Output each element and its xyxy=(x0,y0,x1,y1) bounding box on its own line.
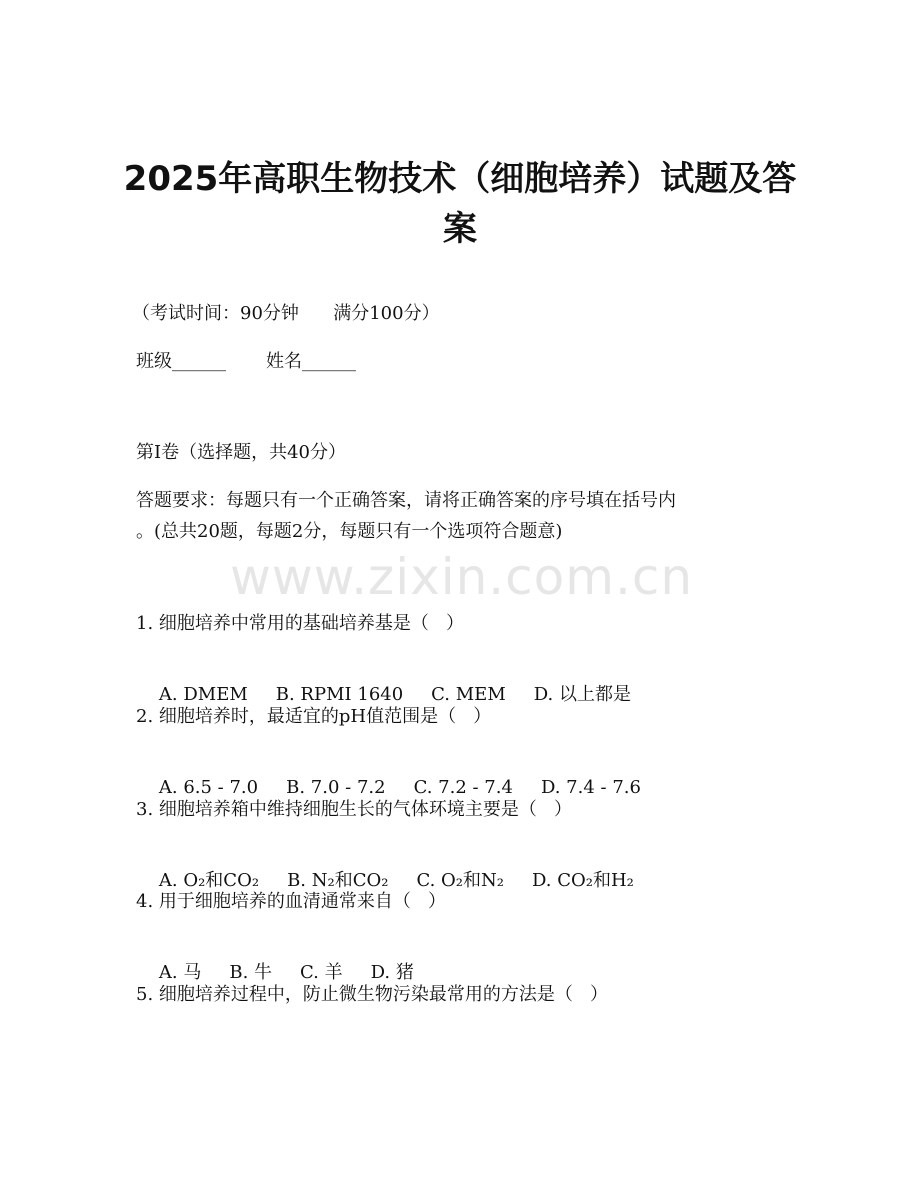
option-a: A. O₂和CO₂ xyxy=(158,870,260,891)
question-3: 3. 细胞培养箱中维持细胞生长的气体环境主要是（ ） xyxy=(136,799,573,820)
question-2: 2. 细胞培养时，最适宜的pH值范围是（ ） xyxy=(136,706,492,727)
class-name-line: 班级______ 姓名______ xyxy=(136,351,357,372)
option-b: B. N₂和CO₂ xyxy=(287,870,389,891)
option-b: B. 7.0 - 7.2 xyxy=(286,777,386,798)
option-d: D. CO₂和H₂ xyxy=(531,870,634,891)
option-b: B. RPMI 1640 xyxy=(275,684,404,705)
exam-info: （考试时间：90分钟 满分100分） xyxy=(132,303,440,324)
option-c: C. O₂和N₂ xyxy=(416,870,504,891)
question-4: 4. 用于细胞培养的血清通常来自（ ） xyxy=(136,891,447,912)
instructions-line-2: 。(总共20题，每题2分，每题只有一个选项符合题意) xyxy=(136,521,563,542)
section-title: 第I卷（选择题，共40分） xyxy=(136,442,347,463)
watermark: www.zixin.com.cn xyxy=(230,548,694,606)
option-d: D. 7.4 - 7.6 xyxy=(540,777,641,798)
option-c: C. MEM xyxy=(431,684,506,705)
question-1: 1. 细胞培养中常用的基础培养基是（ ） xyxy=(136,613,465,634)
option-b: B. 牛 xyxy=(229,962,273,983)
option-a: A. DMEM xyxy=(158,684,248,705)
option-a: A. 6.5 - 7.0 xyxy=(158,777,259,798)
option-d: D. 以上都是 xyxy=(533,684,631,705)
option-a: A. 马 xyxy=(158,962,202,983)
question-5: 5. 细胞培养过程中，防止微生物污染最常用的方法是（ ） xyxy=(136,984,609,1005)
option-c: C. 羊 xyxy=(300,962,343,983)
option-c: C. 7.2 - 7.4 xyxy=(413,777,513,798)
page-title-line-1: 2025年高职生物技术（细胞培养）试题及答 xyxy=(123,159,797,199)
page-title-line-2: 案 xyxy=(443,209,477,249)
instructions-line-1: 答题要求：每题只有一个正确答案，请将正确答案的序号填在括号内 xyxy=(136,490,676,511)
option-d: D. 猪 xyxy=(370,962,414,983)
